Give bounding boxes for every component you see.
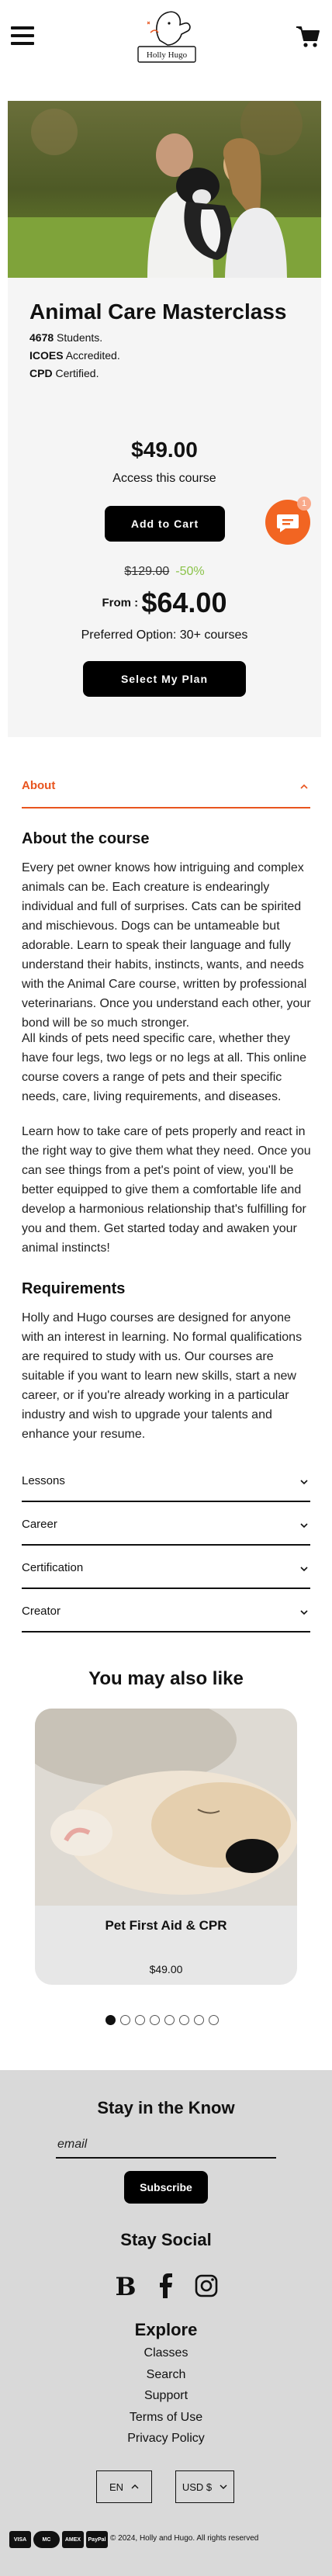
plan-price-row <box>8 565 321 579</box>
accordion-certification[interactable] <box>22 1547 310 1589</box>
hero-image-couple-with-dog <box>8 101 321 278</box>
instagram-icon[interactable] <box>192 2272 220 2300</box>
from-price-row <box>8 587 321 619</box>
cpd-label: CPD <box>29 367 53 379</box>
about-paragraph-1: Every pet owner knows how intriguing and complex animals can be. Each creature is endearingly individual and full of surprises. Cats can be spirited and mischievous. Dogs can be untameable but adorable. Learn to speak their language and fully understand their habits, instincts, wants, and needs with the Animal Care course, written by professional veterinarians. Once you understand each other, your bond will be so much stronger. <box>22 861 311 1030</box>
about-paragraph-2: All kinds of pets need specific care, whether they have four legs, two legs or no legs at all. This online course covers a range of pets and their specific needs, care, living requirements, and diseases. <box>22 1032 307 1103</box>
logo[interactable] <box>130 6 202 68</box>
footer-link-search[interactable]: Search <box>146 2368 186 2381</box>
accordion-label: Lessons <box>22 1474 65 1487</box>
accordion-career[interactable] <box>22 1504 310 1546</box>
course-price: $49.00 <box>131 438 198 462</box>
carousel-dot[interactable] <box>120 2015 130 2025</box>
accordion-label: Career <box>22 1518 57 1531</box>
discount-badge: -50% <box>175 565 205 578</box>
chat-notification-badge: 1 <box>297 497 311 511</box>
footer-link-privacy[interactable]: Privacy Policy <box>127 2432 205 2445</box>
chevron-down-icon <box>299 1521 309 1530</box>
icoes-text: Accredited. <box>63 349 120 362</box>
old-price: $129.00 <box>124 565 170 578</box>
newsletter-heading: Stay in the Know <box>97 2098 235 2117</box>
footer-link-support[interactable]: Support <box>144 2389 188 2402</box>
carousel-dot[interactable] <box>105 2015 116 2025</box>
course-title: Animal Care Masterclass <box>29 299 287 324</box>
visa-icon: VISA <box>9 2531 31 2548</box>
add-to-cart-button[interactable]: Add to Cart <box>105 506 225 542</box>
requirements-heading: Requirements <box>22 1280 126 1297</box>
bold-b-icon[interactable] <box>112 2272 140 2300</box>
accordion-creator[interactable] <box>22 1591 310 1633</box>
carousel-dot[interactable] <box>164 2015 175 2025</box>
cpd-text: Certified. <box>52 367 99 379</box>
preferred-option: Preferred Option: 30+ courses <box>81 628 248 642</box>
footer-link-classes[interactable]: Classes <box>144 2346 188 2360</box>
carousel-dot[interactable] <box>194 2015 204 2025</box>
icoes-label: ICOES <box>29 349 64 362</box>
students-count: 4678 <box>29 331 54 344</box>
currency-selector[interactable] <box>175 2470 234 2503</box>
subscribe-button[interactable]: Subscribe <box>124 2171 208 2204</box>
about-paragraph-3: Learn how to take care of pets properly and react in the right way to give them what they need. Once you can see things from a pet's point of view, you'll be better equipped to give them a comfortable life and develop a harmonious relationship that's fulfilling for you and them. Get started today and awaken your animal instincts! <box>22 1125 311 1255</box>
carousel-dot[interactable] <box>179 2015 189 2025</box>
accordion-label: Creator <box>22 1605 61 1618</box>
accordion-lessons[interactable] <box>22 1460 310 1502</box>
social-heading: Stay Social <box>120 2230 212 2249</box>
carousel-dot[interactable] <box>135 2015 145 2025</box>
from-label: From : <box>102 596 142 610</box>
paypal-icon: PayPal <box>86 2531 108 2548</box>
requirements-text: Holly and Hugo courses are designed for anyone with an interest in learning. No formal qualifications are required to study with us. Our courses are suitable if you want to learn new skills, start a new career, or if you're already working in a particular industry and wish to upgrade your talents and enhance your resume. <box>22 1311 303 1441</box>
mastercard-icon: MC <box>33 2531 60 2548</box>
shopping-cart-icon[interactable] <box>295 23 321 50</box>
course-meta <box>29 329 120 383</box>
students-label: Students. <box>54 331 103 344</box>
language-selector[interactable] <box>96 2470 152 2503</box>
carousel-pagination <box>105 2015 219 2025</box>
chevron-up-icon <box>131 2483 139 2491</box>
svg-text:B: B <box>115 2272 137 2300</box>
from-price: $64.00 <box>141 587 227 618</box>
logo-text: Holly Hugo <box>146 50 188 60</box>
product-price: $49.00 <box>149 1963 183 1975</box>
chevron-down-icon <box>299 1477 309 1487</box>
chevron-down-icon <box>220 2483 227 2491</box>
site-footer <box>0 2070 332 2576</box>
hamburger-menu-icon[interactable] <box>11 26 34 45</box>
about-heading: About the course <box>22 830 150 847</box>
email-field[interactable] <box>56 2132 276 2159</box>
currency-value: USD $ <box>182 2481 213 2493</box>
access-text: Access this course <box>112 472 216 485</box>
related-heading: You may also like <box>88 1668 244 1689</box>
footer-link-terms[interactable]: Terms of Use <box>129 2411 203 2424</box>
accordion-label: Certification <box>22 1561 84 1574</box>
copyright: © 2024, Holly and Hugo. All rights reserved <box>110 2534 259 2543</box>
site-header <box>0 0 332 93</box>
tab-about-label: About <box>22 779 56 792</box>
chevron-down-icon <box>299 1564 309 1574</box>
chevron-up-icon <box>299 782 309 791</box>
explore-heading: Explore <box>134 2320 198 2339</box>
language-value: EN <box>109 2481 124 2493</box>
tab-about[interactable] <box>22 776 310 808</box>
product-card[interactable] <box>35 1709 297 1985</box>
select-plan-button[interactable]: Select My Plan <box>83 661 246 697</box>
amex-icon: AMEX <box>62 2531 84 2548</box>
product-image-sleeping-puppy <box>35 1709 297 1906</box>
facebook-icon[interactable] <box>152 2272 180 2300</box>
carousel-dot[interactable] <box>209 2015 219 2025</box>
payment-methods <box>9 2531 108 2548</box>
chevron-down-icon <box>299 1608 309 1617</box>
product-name: Pet First Aid & CPR <box>105 1918 227 1933</box>
carousel-dot[interactable] <box>150 2015 160 2025</box>
